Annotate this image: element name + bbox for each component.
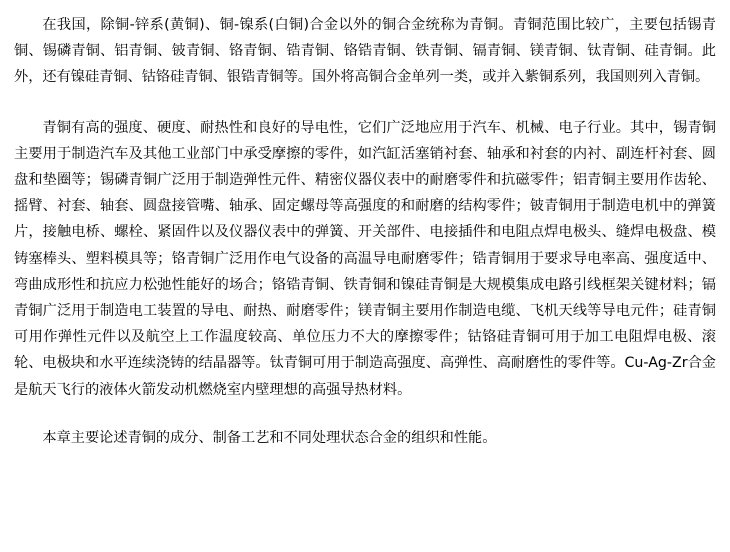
paragraph-intro: 在我国，除铜-锌系(黄铜)、铜-镍系(白铜)合金以外的铜合金统称为青铜。青铜范围比较广，主要包括锡青铜、锡磷青铜、铝青铜、铍青铜、铬青铜、锆青铜、铬锆青铜、铁青铜、镉青铜、镁青铜、钛青铜、硅青铜。此外，还有镍硅青铜、钴铬硅青铜、银锆青铜等。国外将高铜合金单列一类，或并入紫铜系列，我国则列入青铜。 [14, 17, 716, 86]
paragraph-chapter-summary: 本章主要论述青铜的成分、制备工艺和不同处理状态合金的组织和性能。 [42, 429, 497, 446]
paragraph-applications: 青铜有高的强度、硬度、耐热性和良好的导电性，它们广泛地应用于汽车、机械、电子行业。其中，锡青铜主要用于制造汽车及其他工业部门中承受摩擦的零件，如汽缸活塞销衬套、轴承和衬套的内衬、副连杆衬套、圆盘和垫圈等；锡磷青铜广泛用于制造弹性元件、精密仪器仪表中的耐磨零件和抗磁零件；铝青铜主要用作齿轮、摇臂、衬套、轴套、圆盘接管嘴、轴承、固定螺母等高强度的和耐磨的结构零件；铍青铜用于制造电机中的弹簧片，接触电桥、螺栓、紧固件以及仪器仪表中的弹簧、开关部件、电接插件和电阻点焊电极头、缝焊电极盘、模铸塞棒头、塑料模具等；铬青铜广泛用作电气设备的高温导电耐磨零件；锆青铜用于要求导电率高、强度适中、弯曲成形性和抗应力松弛性能好的场合；铬锆青铜、铁青铜和镍硅青铜是大规模集成电路引线框架关键材料；镉青铜广泛用于制造电工装置的导电、耐热、耐磨零件；镁青铜主要用作制造电缆、飞机天线等导电元件；硅青铜可用作弹性元件以及航空上工作温度较高、单位压力不大的摩擦零件；钴铬硅青铜可用于加工电阻焊电极、滚轮、电极块和水平连续浇铸的结晶器等。钛青铜可用于制造高强度、高弹性、高耐磨性的零件等。Cu-Ag-Zr合金是航天飞行的液体火箭发动机燃烧室内壁理想的高强导热材料。 [14, 119, 716, 398]
